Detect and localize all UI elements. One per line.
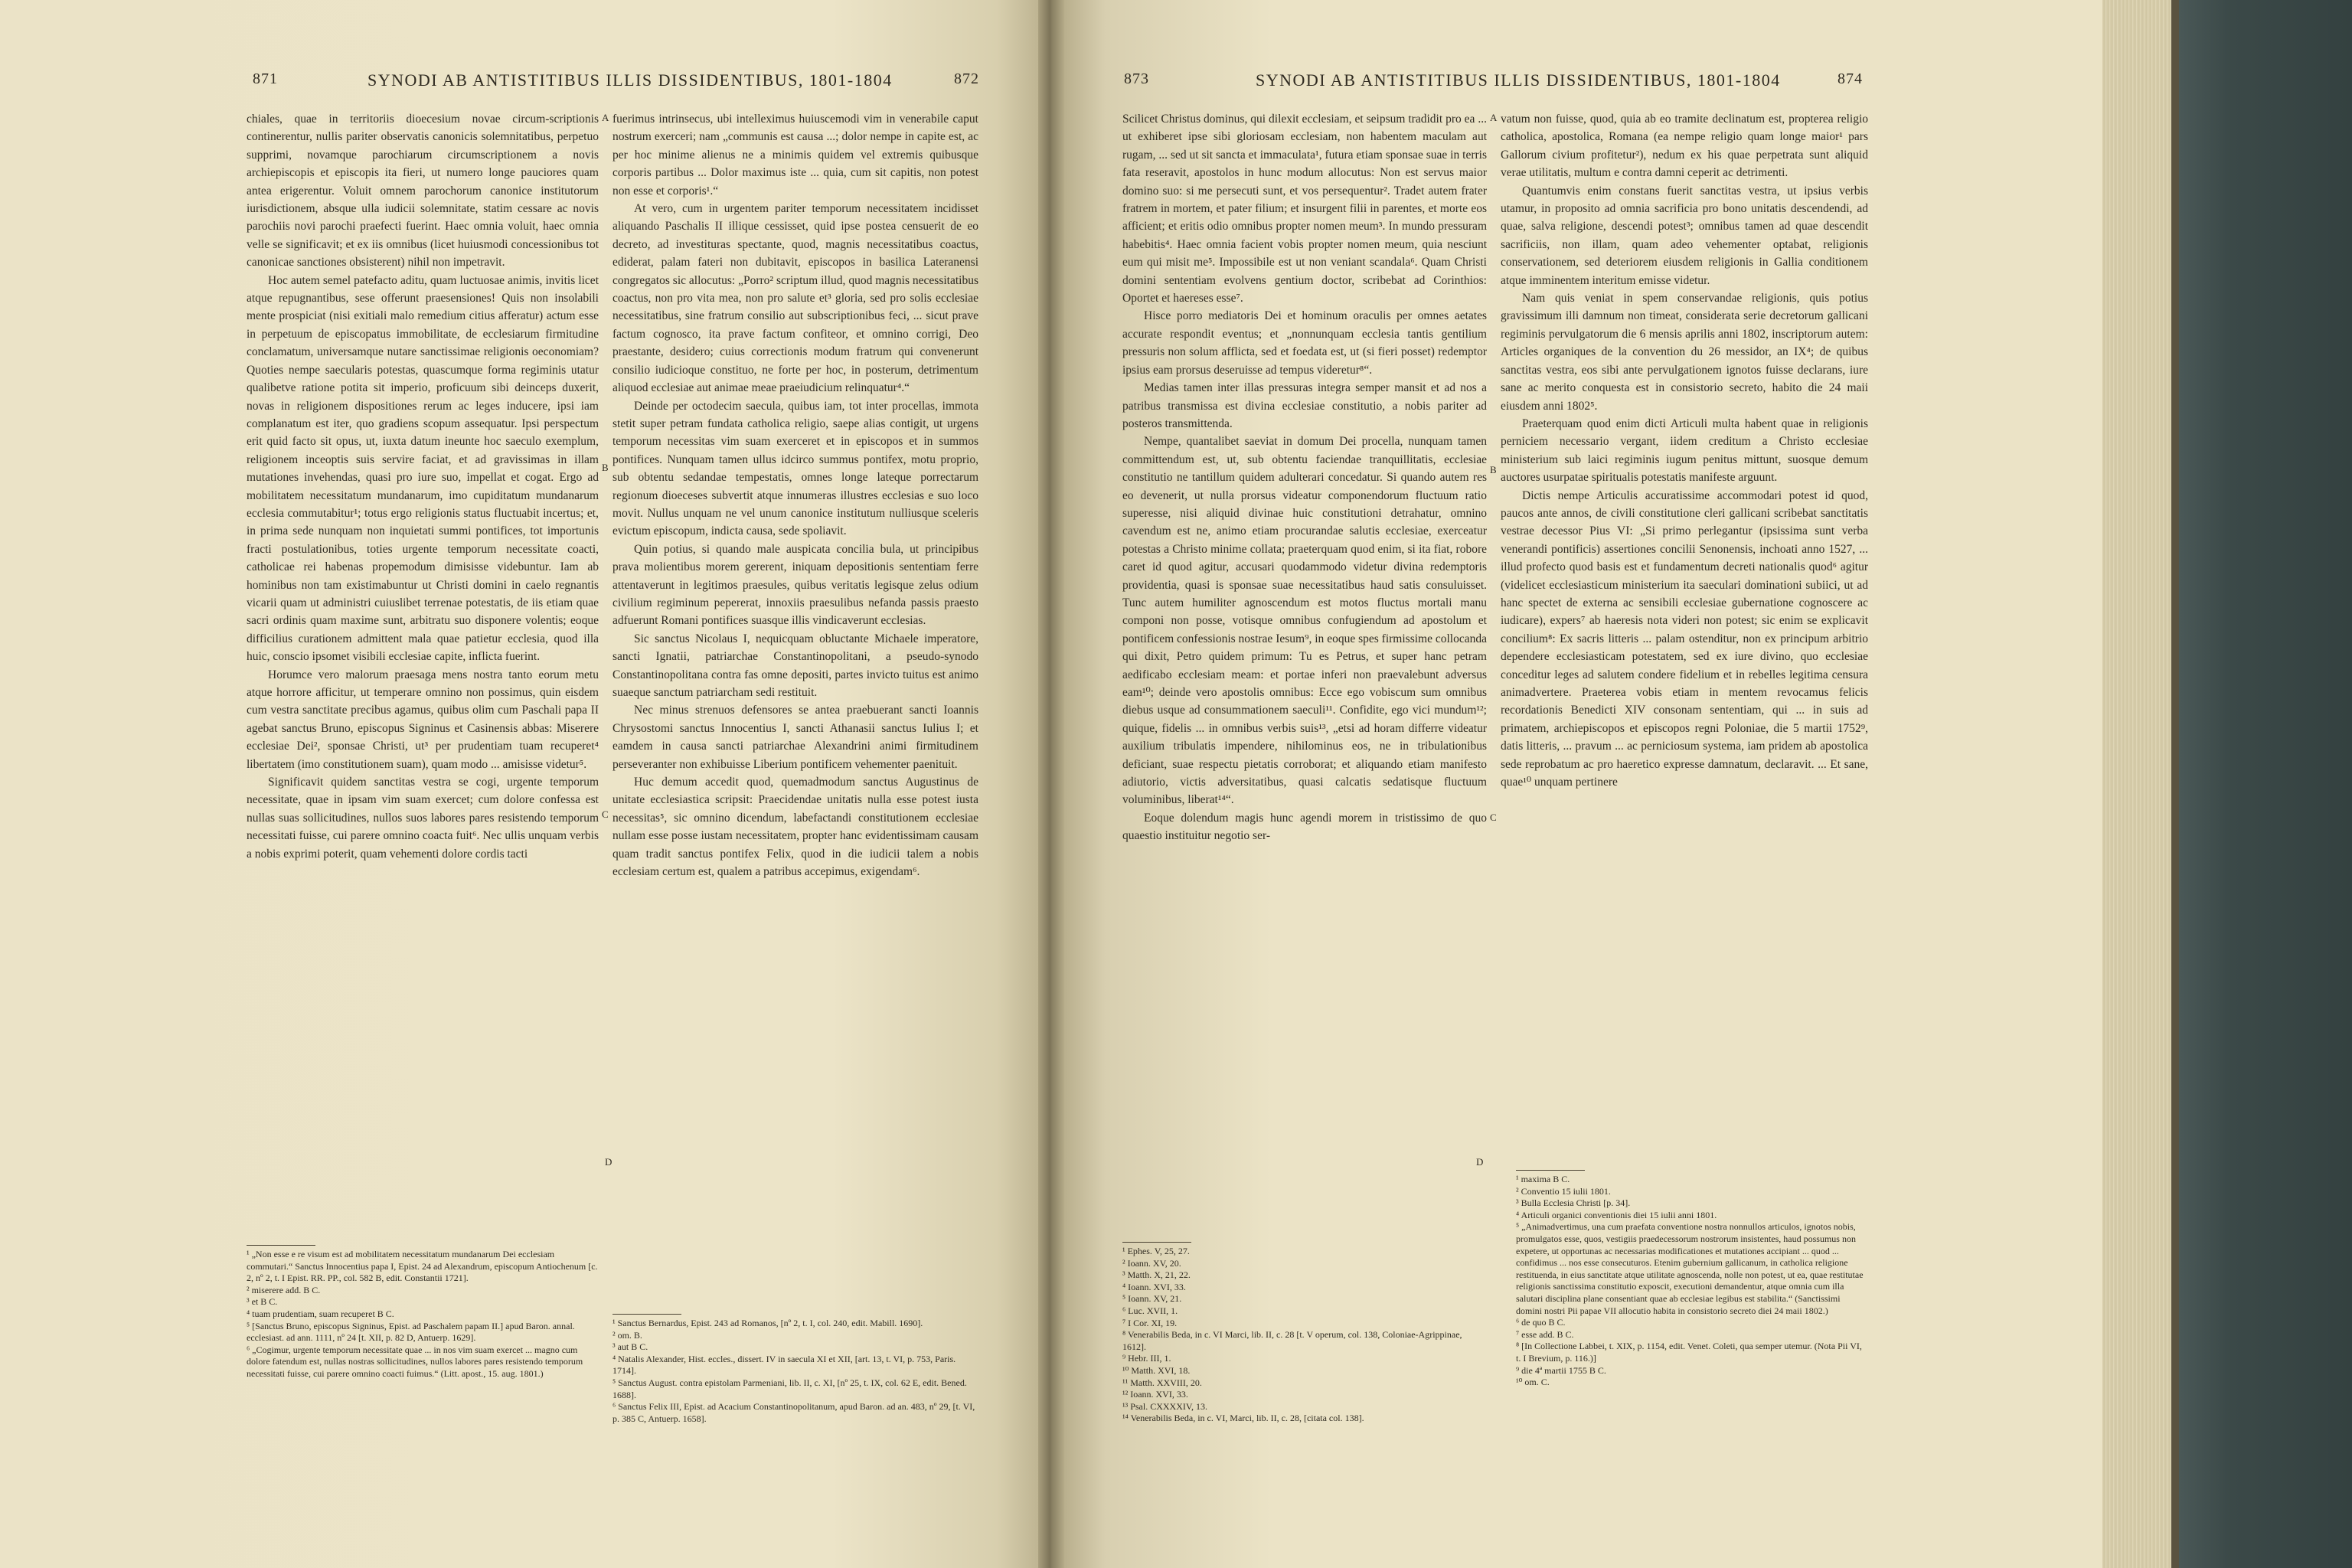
footnote: ¹⁴ Venerabilis Beda, in c. VI, Marci, lib. II, c. 28, [citata col. 138]. bbox=[1122, 1413, 1364, 1424]
right-page-footnotes-col1 bbox=[1122, 1242, 1487, 1425]
margin-letter-b-right: B bbox=[1490, 464, 1497, 475]
paragraph: fuerimus intrinsecus, ubi intelleximus huiuscemodi vim in venerabile caput nostrum exerceri; nam „communis est causa ...; dolor nempe in capite est, ac per hoc minime alienus ne a minimis quidem vel extremis quibusque corporis partibus ... Dolor maximus iste ... quia, cum sit capitis, non potest non esse et corporis¹.“ bbox=[612, 113, 978, 198]
paragraph: Significavit quidem sanctitas vestra se cogi, urgente temporum necessitate, quae in ipsam vim suam exercet; cum dolore confessa est nullas suas sollicitudines, nullos suos labores pares resistendo temporum necessitati fuisse, cui parere omnino coacta fuit⁶. Nec ullis unquam verbis a nobis exprimi poterit, quam vehementi dolore cordis tacti bbox=[247, 776, 599, 861]
paragraph: vatum non fuisse, quod, quia ab eo tramite declinatum est, propterea religio catholica, apostolica, Romana (ea nempe religio quam longe maior¹ pars Gallorum civium profitetur²), nedum ex his quae perpetrata sunt aliquid verae utilitatis, multum e contra damni ceperit ac detrimenti. bbox=[1501, 113, 1868, 180]
page-number-872: 872 bbox=[954, 70, 979, 87]
paragraph: Nempe, quantalibet saeviat in domum Dei procella, nunquam tamen committendum est, ut, sub obtentu faciendae tranquillitatis, ecclesiae constitutio ne tantillum quidem adulterari concedatur. Si quando autem res eo devenerit, ut nulla prorsus videatur componendorum fluctuum ratio superesse, nisi aliquid divinae huic constitutioni detrahatur, omnino cavendum est ne, animo etiam procurandae salutis ecclesiae, exerceatur potestas a Christo minime collata; praeterquam quod enim, si ita fiat, robore caret id quod agitur, accusari quodammodo videtur divina redemptoris providentia, quasi is sponsae suae necessitatibus haud satis consuluisset. Tunc autem humiliter agnoscendum est motos fluctus mortali manu componi non posse, votisque omnibus confugiendum ad apostolum et pontificem confessionis nostrae Iesum⁹, in eoque spes firmissime collocanda qui dixit, Petro quidem primum: Tu es Petrus, et super hanc petram aedificabo ecclesiam meam: et portae inferi non praevalebunt adversus eam¹⁰; deinde vero apostolis omnibus: Ecce ego vobiscum sum omnibus diebus usque ad consummationem saeculi¹¹. Confidite, ego vici mundum¹²; quique, fidelis ... in omnibus verbis suis¹³, „etsi ad horam differre videatur auxilium tribulatis impendere, nihilominus eos, ne in tribulationibus deficiant, suae respectu pietatis corroborat; et aliquando etiam manifesto adiutorio, victis adversitatibus, quasi calcatis sedatisque fluctuum voluminibus, liberat¹⁴“. bbox=[1122, 435, 1487, 807]
paragraph: At vero, cum in urgentem pariter temporum necessitatem incidisset aliquando Paschalis II illique cessisset, quid ipse postea censuerit de eo decreto, ad investituras spectante, quod, magnis necessitatibus coactus, ediderat, palam fateri non dubitavit, episcopos in basilica Lateranensi congregatos sic allocutus: „Porro² scriptum illud, quod magnis necessitatibus coactus, non pro vita mea, non pro salute et³ gloria, sed pro solis ecclesiae necessitatibus, sine fratrum consilio aut subscriptionibus feci, ... sicut prave factum cognosco, ita prave factum confiteor, et omnino corrigi, Deo praestante, desidero; cuius correctionis modum fratrum qui convenerunt consilio iudicioque constituo, ne forte per hoc, in posterum, detrimentum aliquod ecclesiae aut animae meae praeiudicium relinquatur⁴.“ bbox=[612, 202, 978, 395]
footnote-rule bbox=[247, 1245, 315, 1246]
paragraph: Praeterquam quod enim dicti Articuli multa habent quae in religionis perniciem necessario vergant, iidem creditum a Christo ecclesiae ministerium sub laici regiminis iugum penitus mittunt, suosque demum auctores usurpatae spiritualis potestatis manifeste arguunt. bbox=[1501, 416, 1868, 485]
paragraph: Hisce porro mediatoris Dei et hominum oraculis per omnes aetates accurate respondit eventus; et „nonnunquam ecclesia tantis gentilium pressuris non solum afflicta, sed et foedata est, ut (si fieri posset) redemptor ipsius eam prorsus deseruisse ad tempus videretur⁸“. bbox=[1122, 309, 1487, 377]
background-surface bbox=[2179, 0, 2352, 1568]
footnote: ⁴ tuam prudentiam, suam recuperet B C. bbox=[247, 1308, 394, 1319]
paragraph: chiales, quae in territoriis dioecesium novae circum-scriptionis continerentur, nullis pariter observatis canonicis solemnitatibus, perpetuo supprimi, novamque parochiarum circumscriptionem a novis archiepiscopis et episcopis ita fieri, ut numero longe pauciores quam antea erigerentur. Voluit omnem parochorum canonice institutorum iurisdictionem, absque ulla iudicii solemnitate, statim cessare ac novis parochiis novi parochi praefecti fuerint. Haec omnia voluit, haec omnia velle se significavit; et ex iis omnibus (licet huiusmodi concessionibus tot canonicae sanctiones obsisterent) nihil non impetravit. bbox=[247, 113, 599, 270]
footnote: ¹³ Psal. CXXXXIV, 13. bbox=[1122, 1400, 1207, 1412]
footnote: ⁶ Sanctus Felix III, Epist. ad Acacium Constantinopolitanum, apud Baron. ad an. 483, nº 29, [t. VI, p. 385 C, Antuerp. 1658]. bbox=[612, 1401, 975, 1424]
page-edges bbox=[2102, 0, 2171, 1568]
page-number-874: 874 bbox=[1838, 70, 1863, 87]
book-board bbox=[2171, 0, 2179, 1568]
margin-letter-c: C bbox=[602, 808, 609, 820]
footnote: ¹ Sanctus Bernardus, Epist. 243 ad Romanos, [nº 2, t. I, col. 240, edit. Mabill. 1690]. bbox=[612, 1318, 923, 1328]
running-title-right: SYNODI AB ANTISTITIBUS ILLIS DISSIDENTIBUS, 1801-1804 bbox=[1256, 70, 1781, 90]
footnote: ¹⁰ om. C. bbox=[1516, 1377, 1550, 1388]
footnote: ⁶ de quo B C. bbox=[1516, 1317, 1566, 1328]
paragraph: Huc demum accedit quod, quemadmodum sanctus Augustinus de unitate ecclesiastica scripsit: Praecidendae unitatis nulla esse potest iusta necessitas⁵, sic omnino dicendum, labefactandi constitutionem ecclesiae nullam esse posse iustam necessitatem, propter hanc evidentissimam causam quam tradit sanctus pontifex Felix, quod in die iudicii talem a nobis ecclesiam certum est, qualem a patribus accepimus, exigendam⁶. bbox=[612, 776, 978, 879]
footnote: ⁷ I Cor. XI, 19. bbox=[1122, 1317, 1178, 1328]
footnote: ⁴ Ioann. XVI, 33. bbox=[1122, 1281, 1186, 1292]
footnote: ⁴ Natalis Alexander, Hist. eccles., dissert. IV in saecula XI et XII, [art. 13, t. VI, p. 753, Paris. 1714]. bbox=[612, 1353, 956, 1377]
book-gutter bbox=[1038, 0, 1064, 1568]
right-page-column-2 bbox=[1501, 110, 1868, 1220]
footnote: ² om. B. bbox=[612, 1329, 642, 1341]
footnote: ⁵ [Sanctus Bruno, episcopus Signinus, Epist. ad Paschalem papam II.] apud Baron. annal. ecclesiast. ad ann. 1111, nº 24 [t. XII, p. 82 D, Antuerp. 1629]. bbox=[247, 1320, 575, 1344]
paragraph: Nam quis veniat in spem conservandae religionis, quis potius gravissimum illi damnum non timeat, considerata serie decretorum gallicani regiminis pervulgatorum die 6 mensis aprilis anni 1802, inscriptorum autem: Articles organiques de la convention du 26 messidor, an IX⁴; de quibus sanctitas vestra, eos sibi ante pervulgationem ignotos fuisse declarans, iure sane ac merito conquesta est in consistorio secreto, habito die 24 maii eiusdem anni 1802⁵. bbox=[1501, 292, 1868, 413]
footnote: ² Ioann. XV, 20. bbox=[1122, 1257, 1181, 1269]
paragraph: Scilicet Christus dominus, qui dilexit ecclesiam, et seipsum tradidit pro ea ... ut exhiberet ipse sibi gloriosam ecclesiam, non habentem maculam aut rugam, ... sed ut sit sancta et immaculata¹, futura etiam sponsae suae in terris fata reseravit, apostolos in hunc modum allocutus: Non est servus maior domino suo: si me persecuti sunt, et vos persequentur². Tradet autem frater fratrem in mortem, et pater filium; et insurgent filii in parentes, et morte eos afficient; et eritis odio omnibus propter nomen meum³. In mundo pressuram habebitis⁴. Haec omnia facient vobis propter nomen meum, quia nesciunt eum qui misit me⁵. Impossibile est ut non veniant scandala⁶. Quam Christi domini sententiam evolvens gentium doctor, scribebat ad Corinthios: Oportet et haereses esse⁷. bbox=[1122, 113, 1487, 305]
footnote: ² miserere add. B C. bbox=[247, 1284, 321, 1295]
footnote: ¹¹ Matth. XXVIII, 20. bbox=[1122, 1377, 1202, 1388]
footnote-rule bbox=[1122, 1242, 1191, 1243]
footnote: ¹² Ioann. XVI, 33. bbox=[1122, 1389, 1188, 1400]
page-number-873: 873 bbox=[1124, 70, 1149, 87]
footnote: ⁹ Hebr. III, 1. bbox=[1122, 1353, 1171, 1364]
right-page-column-1 bbox=[1122, 110, 1487, 1228]
footnote: ⁸ [In Collectione Labbei, t. XIX, p. 1154, edit. Venet. Coleti, qua semper utemur. (Nota Pii VI, t. I Brevium, p. 116.)] bbox=[1516, 1341, 1862, 1364]
footnote: ¹⁰ Matth. XVI, 18. bbox=[1122, 1364, 1191, 1376]
footnote-rule bbox=[612, 1314, 681, 1315]
paragraph: Quin potius, si quando male auspicata concilia bula, ut principibus prava molientibus morem gererent, iniquam depositionis sententiam ferre attentaverunt in legitimos praesules, quibus veritatis legisque zelus odium civilium regiminum pepererat, innoxiis praesulibus nefanda passis praesto adfuerunt Romani pontifices suasque illis vindicaverunt ecclesias. bbox=[612, 542, 978, 628]
margin-letter-a: A bbox=[602, 112, 609, 123]
footnote: ⁴ Articuli organici conventionis diei 15 iulii anni 1801. bbox=[1516, 1209, 1717, 1220]
footnote: ⁵ „Animadvertimus, una cum praefata conventione nostra nonnullos articulos, ignotos nobis, promulgatos esse, quos, vestigiis praedecessorum nostrorum insistentes, haud possumus non expetere, ut opportunas ac necessarias modificationes et mutationes accipiant ... quod ... confidimus ... nos esse consecuturos. Etenim gubernium gallicanum, in catholica religione restituenda, in eius sanctitate atque utilitate agnoscenda, nolle non potest, ut ea, quae restitutae religionis sanctissima constitutio exposcit, executioni demandentur, atque omnia cum illa salutari disciplina plane consentiant quae ab ecclesiae legibus est stabilita.“ (Sanctissimi domini nostri Pii papae VII allocutio habita in consistorio secreto diei 24 maii 1802.) bbox=[1516, 1221, 1864, 1316]
footnote: ⁸ Venerabilis Beda, in c. VI Marci, lib. II, c. 28 [t. V operum, col. 138, Coloniae-Agrippinae, 1612]. bbox=[1122, 1329, 1462, 1352]
margin-letter-d: D bbox=[605, 1156, 612, 1168]
paragraph: Horumce vero malorum praesaga mens nostra tanto eorum metu atque horrore afficitur, ut temperare omnino non possimus, quin eisdem cum vestra sanctitate precibus agamus, quibus olim cum Paschali papa II agebat sanctus Bruno, episcopus Signinus et Casinensis abbas: Miserere ecclesiae Dei², sponsae Christi, ut³ per prudentiam tuam recuperet⁴ libertatem (imo constitutionem suam), quam modo ... amisisse videtur⁵. bbox=[247, 668, 599, 771]
footnote: ³ Matth. X, 21, 22. bbox=[1122, 1269, 1191, 1281]
margin-letter-d-right: D bbox=[1476, 1156, 1484, 1168]
footnote: ¹ Ephes. V, 25, 27. bbox=[1122, 1246, 1190, 1256]
footnote: ³ Bulla Ecclesia Christi [p. 34]. bbox=[1516, 1197, 1631, 1209]
running-title: SYNODI AB ANTISTITIBUS ILLIS DISSIDENTIBUS, 1801-1804 bbox=[368, 70, 893, 90]
paragraph: Sic sanctus Nicolaus I, nequicquam obluctante Michaele imperatore, sancti Ignatii, patriarchae Constantinopolitani, a pseudo-synodo Constantinopolitana contra fas omne depositi, partes invicto tuitus est animo suaeque sanctum patriarcham sedi restituit. bbox=[612, 632, 978, 699]
margin-letter-b: B bbox=[602, 462, 609, 473]
footnote: ¹ maxima B C. bbox=[1516, 1174, 1570, 1184]
paragraph: Deinde per octodecim saecula, quibus iam, tot inter procellas, immota stetit super petram fundata catholica religio, saepe alias contigit, ut urgens temporum necessitas vim suam exerceret et in episcopos et in summos pontifices. Nunquam tamen ullus idcirco summus pontifex, motu proprio, sub obtentu sedandae tempestatis, omnes longe lateque porrectarum regionum dioeceses subvertit atque innumeras illustres ecclesias e suo loco movit. Nullus unquam ne vel unum canonice institutum nulliusque sceleris evictum episcopum, indicta causa, sede spoliavit. bbox=[612, 399, 978, 538]
footnote: ⁷ esse add. B C. bbox=[1516, 1328, 1574, 1340]
paragraph: Hoc autem semel patefacto aditu, quam luctuosae animis, invitis licet atque repugnantibus, sese offerunt praesensiones! Quis non insolabili mente prospiciat (nisi exitiali malo remedium citius afferatur) actum esse in perpetuum de episcopatus immobilitate, de ecclesiarum firmitudine conclamatum, universamque nutare sanctissimae religionis oeconomiam? Quoties nempe saecularis potestas, quascumque forma regiminis utatur qualibetve ratione potita sit imperio, proficuum sibi deinceps duxerit, novas in religionem dispositiones rerum ac leges inducere, ipsi iam complanatum est iter, quo gradiens scopum assequatur. Ipsi perspectum erit quid facto sit opus, ut, iuxta datum ineunte hoc saeculo exemplum, religionem inceoptis suis servire faciat, et ad gravissimas in illam mutationes invehendas, quasi pro iure suo, impellat et cogat. Ergo ad mobilitatem necessitatum mundanarum, imo cupiditatum mundanarum ecclesia commutabitur¹; totus ergo religionis status fluctuabit incertus; et, in prima sede nunquam non inquietati summi pontifices, tot importunis fracti postulationibus, toties urgente temporum necessitate coacti, catholicae rei habenas propemodum dimisisse videbuntur. Iam ab hominibus non tam existimabuntur ut Christi domini in caelo regnantis vicarii quam ut administri cuiuslibet terrenae potestatis, de iis etiam quae sacri ordinis quam maxime sunt, arbitratu suo disponere volentis; eoque difficilius curationem admittent mala quae patietur ecclesia, quod illa huic, conscio ipsomet visibili ecclesiae capite, inflicta fuerint. bbox=[247, 273, 599, 664]
paragraph: Quantumvis enim constans fuerit sanctitas vestra, ut ipsius verbis utamur, in proposito ad omnia sacrificia pro bono unitatis descendendi, ad quae, salva religione, descendi potest³; omnibus tamen ad quae descendit sacrificiis, non illam, quam adeo vehementer optabat, religionis conservationem, sed deteriorem eiusdem religionis in Gallia conditionem atque imminentem interitum emisse videtur. bbox=[1501, 184, 1868, 287]
left-page-column-2 bbox=[612, 110, 978, 1305]
paragraph: Eoque dolendum magis hunc agendi morem in tristissimo de quo quaestio instituitur negotio ser- bbox=[1122, 811, 1487, 843]
paragraph: Medias tamen inter illas pressuras integra semper mansit et ad nos a patribus transmissa est divina ecclesiae constitutio, a nobis pariter ad posteros transmittenda. bbox=[1122, 381, 1487, 430]
footnote: ⁶ Luc. XVII, 1. bbox=[1122, 1305, 1178, 1316]
paragraph: Dictis nempe Articulis accuratissime accommodari potest id quod, paucos ante annos, de civili constitutione cleri gallicani scribebat sanctitatis vestrae decessor Pius VI: „Si primo perlegantur (ipsissima sunt verba venerandi pontificis) assertiones concilii Senonensis, inchoati anno 1527, ... illud profecto quod basis est et fundamentum decreti nationalis quod⁶ agitur (videlicet ecclesiasticum ministerium ita saeculari dominationi subiici, ut ad hanc spectet de externa ac sensibili ecclesiae gubernatione cognoscere ac iudicare), expers⁷ ab haeresis nota videri non potest; sic enim se explicavit concilium⁸: Ex sacris litteris ... palam ostenditur, non ex principum arbitrio dependere ecclesiasticam potestatem, sed ex iure divino, quo ecclesiae conceditur leges ad salutem condere fidelium et in rebelles legitima censura animadvertere. Praeterea vobis etiam in mentem revocamus felicis recordationis Benedicti XIV consonam sententiam, qui ... in suis ad primatem, archiepiscopos et episcopos regni Poloniae, die 5 martii 1752⁹, datis litteris, ... pravum ... ac perniciosum systema, iam pridem ab apostolica sede reprobatum ac pro haeretico expresse damnatum, declaravit. ... Et sane, quae¹⁰ unquam pertinere bbox=[1501, 488, 1868, 789]
left-page-footnotes-col1 bbox=[247, 1245, 599, 1380]
margin-letter-c-right: C bbox=[1490, 812, 1497, 823]
footnote-rule bbox=[1516, 1170, 1585, 1171]
footnote: ⁵ Sanctus August. contra epistolam Parmeniani, lib. II, c. XI, [nº 25, t. IX, col. 62 E, edit. Bened. 1688]. bbox=[612, 1377, 967, 1400]
footnote: ⁹ die 4ª martii 1755 B C. bbox=[1516, 1364, 1606, 1376]
footnote: ³ et B C. bbox=[247, 1296, 278, 1308]
left-page-column-1 bbox=[247, 110, 599, 1220]
left-page-footnotes-col2 bbox=[612, 1314, 978, 1425]
left-page bbox=[0, 0, 1038, 1568]
footnote: ⁵ Ioann. XV, 21. bbox=[1122, 1293, 1182, 1305]
right-page bbox=[1064, 0, 2102, 1568]
footnote: ¹ „Non esse e re visum est ad mobilitatem necessitatum mundanarum Dei ecclesiam commutari.“ Sanctus Innocentius papa I, Epist. 24 ad Alexandrum, episcopum Antiochenum [c. 2, nº 2, t. I Epist. RR. PP., col. 582 B, edit. Constantii 1721]. bbox=[247, 1249, 598, 1284]
paragraph: Nec minus strenuos defensores se antea praebuerant sancti Ioannis Chrysostomi sanctus Innocentius I, sancti Athanasii sanctus Iulius I; et eamdem in causa sancti patriarchae Alexandrini animi firmitudinem perseveranter non exhibuisse Liberium pontificem vehementer paenituit. bbox=[612, 704, 978, 771]
footnote: ³ aut B C. bbox=[612, 1341, 648, 1353]
right-page-footnotes-col2 bbox=[1516, 1170, 1868, 1389]
footnote: ² Conventio 15 iulii 1801. bbox=[1516, 1185, 1611, 1197]
page-number-871: 871 bbox=[253, 70, 278, 87]
footnote: ⁶ „Cogimur, urgente temporum necessitate quae ... in nos vim suam exercet ... magno cum dolore fatendum est, nullas nostras sollicitudines, nullos labores pares resistendo temporum necessitati fuisse, cui parere omnino coacti fuimus.“ (Litt. apost., 15. aug. 1801.) bbox=[247, 1344, 583, 1379]
margin-letter-a-right: A bbox=[1490, 112, 1498, 123]
